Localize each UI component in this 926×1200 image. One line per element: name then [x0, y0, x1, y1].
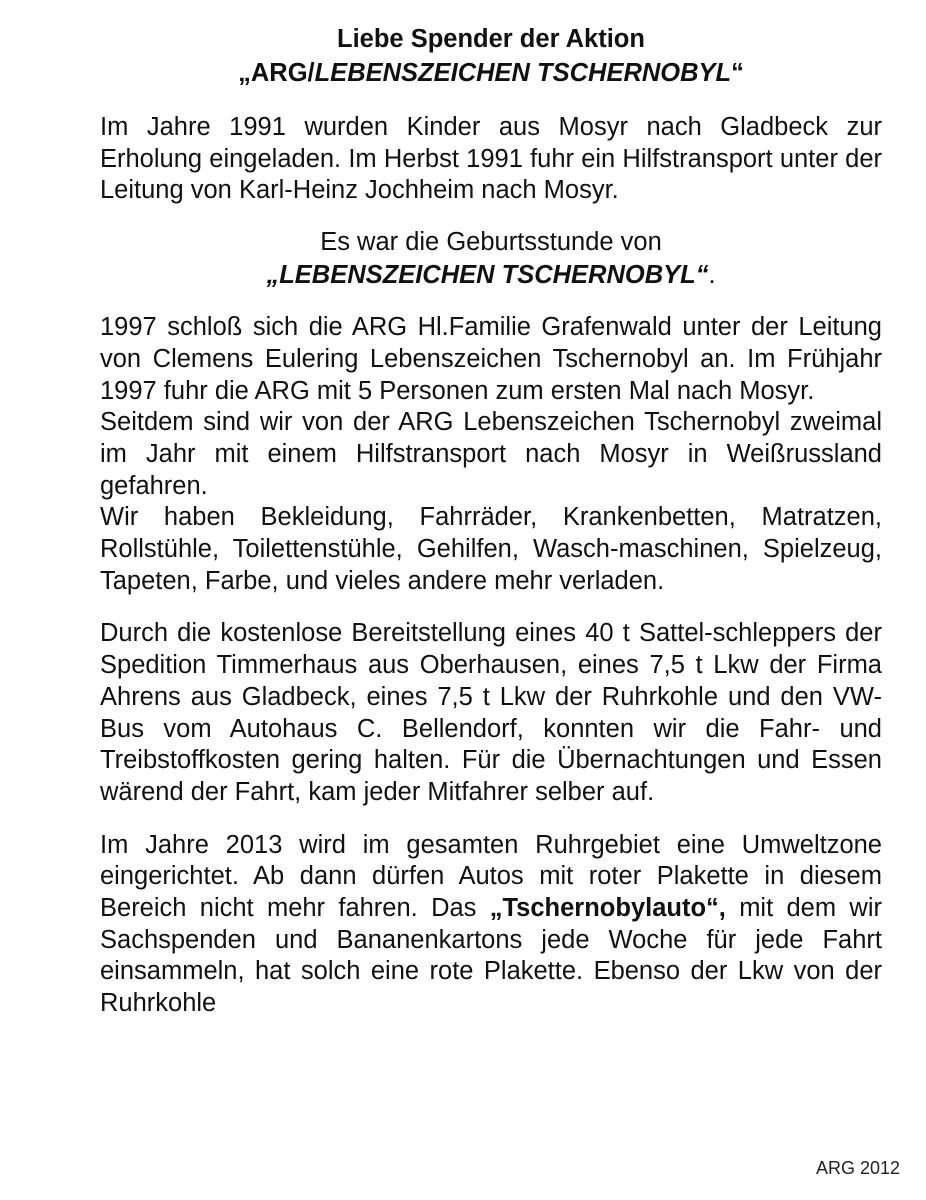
campaign-name-emphasis: „LEBENSZEICHEN TSCHERNOBYL“	[266, 261, 709, 290]
paragraph-environment-zone	[100, 830, 882, 1020]
environment-zone-text-start: Im Jahre 2013 wird im gesamten Ruhrgebiet eine Umweltzone eingerichtet. Ab dann dürfen Autos mit roter Plakette in diesem Bereich nicht mehr fahren. Das	[100, 830, 882, 923]
title-close-quote: “	[731, 59, 744, 87]
birth-statement-line: Es war die Geburtsstunde von	[320, 228, 662, 257]
paragraph-transport: Durch die kostenlose Bereitstellung eines 40 t Sattel-schleppers der Spedition Timmerhaus aus Oberhausen, eines 7,5 t Lkw der Firma Ahrens aus Gladbeck, eines 7,5 t Lkw der Ruhrkohle und den VW-Bus vom Autohaus C. Bellendorf, konnten wir die Fahr- und Treibstoffkosten gering halten. Für die Übernachtungen und Essen wärend der Fahrt, kam jeder Mitfahrer selber auf.	[100, 619, 882, 806]
birth-statement	[100, 226, 882, 292]
paragraph-1997: 1997 schloß sich die ARG Hl.Familie Grafenwald unter der Leitung von Clemens Eulering Lebenszeichen Tschernobyl an. Im Frühjahr 1997 fuhr die ARG mit 5 Personen zum ersten Mal nach Mosyr.	[100, 313, 882, 405]
birth-statement-period: .	[708, 261, 716, 290]
arg-watermark: ARG 2012	[815, 1158, 900, 1178]
title-prefix: „ARG/	[238, 59, 315, 87]
title-campaign-name: LEBENSZEICHEN TSCHERNOBYL	[314, 59, 732, 87]
letter-page	[100, 22, 882, 1020]
paragraph-1991: Im Jahre 1991 wurden Kinder aus Mosyr nach Gladbeck zur Erholung eingeladen. Im Herbst 1991 fuhr ein Hilfstransport unter der Leitung von Karl-Heinz Jochheim nach Mosyr.	[100, 113, 882, 205]
environment-zone-text-end: mit dem wir Sachspenden und Bananenkartons jede Woche für jede Fahrt einsammeln, hat solch eine rote Plakette. Ebenso der Lkw von der Ruhrkohle	[100, 894, 882, 1018]
letter-title	[100, 22, 882, 90]
title-line-2	[100, 56, 882, 90]
paragraph-goods: Wir haben Bekleidung, Fahrräder, Krankenbetten, Matratzen, Rollstühle, Toilettenstühle, Gehilfen, Wasch-maschinen, Spielzeug, Tapeten, Farbe, und vieles andere mehr verladen.	[100, 503, 882, 595]
tschernobylauto-emphasis: „Tschernobylauto“,	[489, 894, 726, 923]
title-line-1: Liebe Spender der Aktion	[337, 25, 645, 53]
paragraph-since: Seitdem sind wir von der ARG Lebenszeichen Tschernobyl zweimal im Jahr mit einem Hilfstransport nach Mosyr in Weißrussland gefahren.	[100, 408, 882, 500]
birth-statement-emphasis-line	[100, 259, 882, 292]
